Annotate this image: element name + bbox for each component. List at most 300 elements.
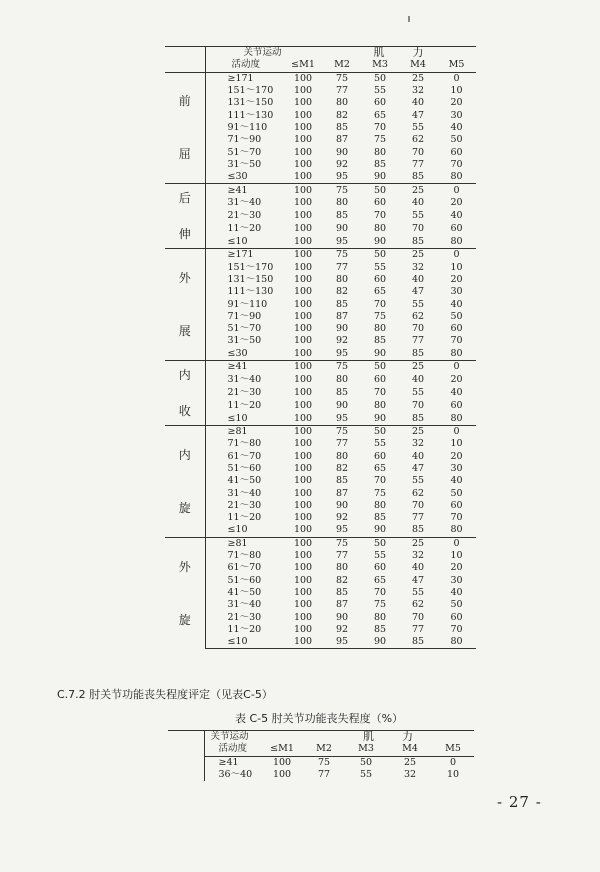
value-cell: 77 <box>335 438 349 450</box>
value-cell: 75 <box>373 599 387 611</box>
range-cell: 131～150 <box>227 97 274 109</box>
value-cell: 90 <box>373 524 387 536</box>
value-cell: 77 <box>411 158 425 170</box>
value-cell: 65 <box>373 462 387 474</box>
value-cell: 80 <box>373 146 387 158</box>
value-cell: 100 <box>293 412 313 424</box>
value-cell: 100 <box>293 121 313 133</box>
table-row <box>165 122 476 134</box>
value-cell: 75 <box>323 360 361 373</box>
range-cell: 11～20 <box>227 399 262 411</box>
value-cell: 55 <box>411 298 425 310</box>
value-cell: 85 <box>335 586 349 598</box>
motion-group-char: 内 <box>178 447 191 462</box>
value-cell: 70 <box>450 335 463 347</box>
value-cell: 0 <box>437 537 476 550</box>
value-cell: 85 <box>411 412 425 424</box>
range-cell: ≤10 <box>227 524 248 536</box>
value-cell: 100 <box>293 223 313 235</box>
table-row <box>165 134 476 146</box>
value-cell: 95 <box>335 347 349 359</box>
value-cell: 55 <box>411 210 425 222</box>
value-cell: 70 <box>373 121 387 133</box>
value-cell: 85 <box>411 235 425 247</box>
value-cell: 55 <box>411 386 425 398</box>
table-row <box>165 223 476 236</box>
value-cell: 65 <box>373 286 387 298</box>
value-cell: 30 <box>450 286 463 298</box>
value-cell: 55 <box>411 121 425 133</box>
range-cell: 151～170 <box>227 85 274 97</box>
table-row <box>165 298 476 310</box>
value-cell: 100 <box>293 197 313 209</box>
range-cell: 71～80 <box>227 550 262 562</box>
header-muscle-strength: 肌 力 <box>304 731 474 744</box>
value-cell: 85 <box>399 636 437 649</box>
value-cell: 50 <box>361 72 399 85</box>
table-row <box>165 562 476 574</box>
range-cell: ≤30 <box>227 347 248 359</box>
value-cell: 40 <box>450 210 463 222</box>
range-cell: ≥171 <box>205 72 283 85</box>
range-cell: 11～20 <box>227 512 262 524</box>
page-number: - 27 - <box>497 793 542 811</box>
value-cell: 90 <box>335 223 349 235</box>
value-cell: 85 <box>335 121 349 133</box>
table-row <box>165 451 476 463</box>
value-cell: 80 <box>450 524 463 536</box>
value-cell: 87 <box>335 599 349 611</box>
motion-group-char: 屈 <box>178 147 191 162</box>
value-cell: 85 <box>335 475 349 487</box>
value-cell: 100 <box>293 462 313 474</box>
table-row <box>165 636 476 649</box>
motion-group-char: 内 <box>178 367 191 382</box>
value-cell: 32 <box>411 261 425 273</box>
value-cell: 75 <box>373 134 387 146</box>
value-cell: 100 <box>293 235 313 247</box>
value-cell: 50 <box>361 360 399 373</box>
value-cell: 55 <box>411 475 425 487</box>
value-cell: 77 <box>335 85 349 97</box>
range-cell: 151～170 <box>227 261 274 273</box>
value-cell: 47 <box>411 286 425 298</box>
section-title: C.7.2 肘关节功能丧失程度评定（见表C-5） <box>57 688 273 701</box>
table-row <box>165 463 476 475</box>
value-cell: 50 <box>359 756 373 768</box>
value-cell: 100 <box>293 274 313 285</box>
value-cell: 60 <box>450 146 463 158</box>
value-cell: 80 <box>335 562 349 574</box>
value-cell: 100 <box>293 399 313 411</box>
value-cell: 100 <box>283 636 323 649</box>
value-cell: 100 <box>293 475 313 487</box>
header-level-m4: M4 <box>388 743 432 756</box>
value-cell: 47 <box>411 109 425 121</box>
value-cell: 47 <box>411 462 425 474</box>
value-cell: 85 <box>373 512 387 524</box>
value-cell: 60 <box>450 223 463 235</box>
value-cell: 87 <box>335 310 349 322</box>
value-cell: 25 <box>399 360 437 373</box>
value-cell: 80 <box>335 197 349 209</box>
value-cell: 90 <box>361 636 399 649</box>
table-caption: 表 C-5 肘关节功能丧失程度（%） <box>235 712 404 725</box>
table-row <box>165 72 476 85</box>
table-row <box>165 537 476 550</box>
value-cell: 90 <box>335 499 349 511</box>
value-cell: 25 <box>399 537 437 550</box>
table-row <box>165 97 476 109</box>
range-cell: 31～50 <box>227 335 262 347</box>
table-row <box>165 487 476 499</box>
value-cell: 70 <box>373 298 387 310</box>
value-cell: 95 <box>335 171 349 183</box>
value-cell: 90 <box>373 412 387 424</box>
value-cell: 60 <box>373 274 387 285</box>
value-cell: 80 <box>373 323 387 335</box>
range-cell: 51～70 <box>227 323 262 335</box>
table-row <box>168 756 474 769</box>
header-rom-line2: 活动度 <box>205 59 283 72</box>
value-cell: 85 <box>411 524 425 536</box>
range-cell: 41～50 <box>227 475 262 487</box>
header-corner-blank <box>168 731 204 782</box>
value-cell: 80 <box>373 611 387 623</box>
value-cell: 80 <box>373 223 387 235</box>
range-cell: 31～40 <box>227 599 262 611</box>
value-cell: 70 <box>450 623 463 635</box>
value-cell: 70 <box>373 475 387 487</box>
header-level-m2: M2 <box>323 59 361 72</box>
table-row <box>165 500 476 512</box>
table-row <box>165 475 476 487</box>
motion-group-char: 后 <box>178 191 191 206</box>
motion-group-char: 展 <box>178 324 191 339</box>
value-cell: 60 <box>373 197 387 209</box>
header-level-m2: M2 <box>304 743 344 756</box>
value-cell: 100 <box>293 524 313 536</box>
value-cell: 0 <box>449 756 457 768</box>
value-cell: 10 <box>450 261 463 273</box>
value-cell: 100 <box>293 261 313 273</box>
value-cell: 30 <box>450 574 463 586</box>
range-cell: 41～50 <box>227 586 262 598</box>
table-row <box>165 374 476 387</box>
value-cell: 20 <box>450 274 463 285</box>
table-row <box>165 335 476 347</box>
value-cell: 75 <box>373 310 387 322</box>
value-cell: 100 <box>293 438 313 450</box>
value-cell: 80 <box>450 412 463 424</box>
value-cell: 65 <box>373 109 387 121</box>
value-cell: 85 <box>335 210 349 222</box>
value-cell: 75 <box>317 756 331 768</box>
range-cell: 21～30 <box>227 386 262 398</box>
value-cell: 40 <box>411 450 425 462</box>
range-cell: 21～30 <box>227 210 262 222</box>
table-row <box>165 587 476 599</box>
value-cell: 60 <box>450 323 463 335</box>
value-cell: 80 <box>335 450 349 462</box>
value-cell: 32 <box>411 438 425 450</box>
motion-group-char: 外 <box>178 271 191 286</box>
value-cell: 80 <box>450 347 463 359</box>
motion-group-char: 外 <box>178 559 191 574</box>
value-cell: 70 <box>373 210 387 222</box>
range-cell: ≥81 <box>205 425 283 438</box>
value-cell: 100 <box>293 574 313 586</box>
range-cell: 11～20 <box>227 223 262 235</box>
value-cell: 62 <box>411 310 425 322</box>
value-cell: 75 <box>323 537 361 550</box>
value-cell: 55 <box>373 261 387 273</box>
range-cell: ≤10 <box>227 412 248 424</box>
range-cell: 11～20 <box>227 623 262 635</box>
table-row <box>165 109 476 121</box>
value-cell: 20 <box>450 197 463 209</box>
value-cell: 32 <box>411 85 425 97</box>
range-cell: ≤10 <box>227 235 248 247</box>
table-subheader-row <box>165 59 476 72</box>
table-row <box>165 286 476 298</box>
value-cell: 100 <box>283 537 323 550</box>
value-cell: 77 <box>335 550 349 562</box>
value-cell: 100 <box>293 550 313 562</box>
motion-group-label <box>165 360 205 425</box>
header-level-m4: M4 <box>399 59 437 72</box>
value-cell: 40 <box>411 374 425 386</box>
motion-group-label <box>165 425 205 537</box>
value-cell: 100 <box>293 146 313 158</box>
range-cell: 111～130 <box>227 286 274 298</box>
range-cell: ≥171 <box>205 249 283 262</box>
table-row <box>165 210 476 223</box>
value-cell: 77 <box>317 769 331 781</box>
range-cell: 21～30 <box>227 611 262 623</box>
value-cell: 82 <box>335 462 349 474</box>
value-cell: 100 <box>293 562 313 574</box>
value-cell: 100 <box>272 756 292 768</box>
value-cell: 100 <box>283 360 323 373</box>
value-cell: 87 <box>335 134 349 146</box>
value-cell: 100 <box>293 599 313 611</box>
table-row <box>165 438 476 450</box>
range-cell: 31～40 <box>227 197 262 209</box>
table-row <box>165 387 476 400</box>
value-cell: 40 <box>411 197 425 209</box>
header-level-m1: ≤M1 <box>283 59 323 72</box>
value-cell: 50 <box>361 537 399 550</box>
value-cell: 100 <box>293 298 313 310</box>
value-cell: 100 <box>293 210 313 222</box>
value-cell: 62 <box>411 599 425 611</box>
table-row <box>165 311 476 323</box>
table-row <box>165 611 476 623</box>
value-cell: 90 <box>373 347 387 359</box>
value-cell: 40 <box>450 586 463 598</box>
range-cell: 71～90 <box>227 134 262 146</box>
value-cell: 70 <box>411 146 425 158</box>
value-cell: 55 <box>359 769 373 781</box>
value-cell: 80 <box>373 399 387 411</box>
value-cell: 100 <box>293 109 313 121</box>
range-cell: ≥41 <box>205 184 283 197</box>
value-cell: 70 <box>411 223 425 235</box>
value-cell: 100 <box>272 769 292 781</box>
range-cell: ≥81 <box>205 537 283 550</box>
value-cell: 82 <box>335 574 349 586</box>
value-cell: 40 <box>411 97 425 109</box>
value-cell: 60 <box>450 499 463 511</box>
value-cell: 0 <box>437 184 476 197</box>
table-row <box>165 624 476 636</box>
value-cell: 25 <box>399 72 437 85</box>
value-cell: 100 <box>293 499 313 511</box>
value-cell: 77 <box>335 261 349 273</box>
table-row <box>165 262 476 274</box>
value-cell: 20 <box>450 562 463 574</box>
value-cell: 40 <box>411 562 425 574</box>
table-row <box>165 323 476 335</box>
value-cell: 82 <box>335 109 349 121</box>
value-cell: 0 <box>437 360 476 373</box>
table-row <box>165 159 476 171</box>
range-cell: ≥41 <box>205 360 283 373</box>
value-cell: 85 <box>373 158 387 170</box>
value-cell: 30 <box>450 462 463 474</box>
value-cell: 90 <box>335 323 349 335</box>
value-cell: 100 <box>293 386 313 398</box>
value-cell: 85 <box>373 335 387 347</box>
table-row <box>165 524 476 537</box>
value-cell: 100 <box>293 97 313 109</box>
value-cell: 25 <box>403 756 417 768</box>
range-cell: 51～60 <box>227 574 262 586</box>
value-cell: 100 <box>293 85 313 97</box>
value-cell: 90 <box>373 171 387 183</box>
value-cell: 75 <box>323 72 361 85</box>
value-cell: 85 <box>335 386 349 398</box>
value-cell: 80 <box>373 499 387 511</box>
shoulder-function-loss-table <box>165 46 476 649</box>
header-level-m3: M3 <box>361 59 399 72</box>
value-cell: 100 <box>293 158 313 170</box>
header-level-m5: M5 <box>437 59 476 72</box>
motion-group-label <box>165 537 205 649</box>
value-cell: 80 <box>335 97 349 109</box>
value-cell: 75 <box>323 249 361 262</box>
value-cell: 70 <box>373 586 387 598</box>
value-cell: 77 <box>411 512 425 524</box>
value-cell: 77 <box>411 335 425 347</box>
motion-group-label <box>165 249 205 361</box>
table-row <box>165 512 476 524</box>
value-cell: 30 <box>450 109 463 121</box>
scan-mark <box>408 16 410 22</box>
value-cell: 50 <box>450 310 463 322</box>
value-cell: 10 <box>450 85 463 97</box>
value-cell: 80 <box>437 636 476 649</box>
value-cell: 90 <box>335 399 349 411</box>
table-row <box>165 575 476 587</box>
table-row <box>165 171 476 184</box>
table-row <box>165 235 476 248</box>
value-cell: 47 <box>411 574 425 586</box>
table-row <box>165 146 476 158</box>
motion-group-char: 收 <box>178 403 191 418</box>
value-cell: 50 <box>450 599 463 611</box>
value-cell: 100 <box>293 374 313 386</box>
value-cell: 40 <box>450 475 463 487</box>
header-corner-blank <box>165 47 205 73</box>
value-cell: 82 <box>335 286 349 298</box>
value-cell: 32 <box>403 769 417 781</box>
value-cell: 0 <box>437 72 476 85</box>
motion-group-char: 旋 <box>178 612 191 627</box>
value-cell: 100 <box>293 586 313 598</box>
range-cell: 51～60 <box>227 462 262 474</box>
value-cell: 60 <box>450 611 463 623</box>
value-cell: 100 <box>293 611 313 623</box>
value-cell: 100 <box>283 72 323 85</box>
table-row <box>165 348 476 361</box>
value-cell: 100 <box>293 134 313 146</box>
value-cell: 40 <box>450 298 463 310</box>
value-cell: 10 <box>450 550 463 562</box>
value-cell: 80 <box>335 374 349 386</box>
value-cell: 80 <box>335 274 349 285</box>
value-cell: 100 <box>293 323 313 335</box>
table-row <box>165 599 476 611</box>
value-cell: 25 <box>399 425 437 438</box>
range-cell: 91～110 <box>227 121 268 133</box>
value-cell: 85 <box>335 298 349 310</box>
header-muscle-strength: 肌 力 <box>323 47 476 60</box>
value-cell: 100 <box>283 425 323 438</box>
header-level-m5: M5 <box>432 743 474 756</box>
value-cell: 87 <box>335 487 349 499</box>
value-cell: 100 <box>293 310 313 322</box>
value-cell: 20 <box>450 374 463 386</box>
value-cell: 100 <box>293 335 313 347</box>
value-cell: 85 <box>373 623 387 635</box>
value-cell: 20 <box>450 450 463 462</box>
value-cell: 65 <box>373 574 387 586</box>
value-cell: 75 <box>323 184 361 197</box>
motion-group-char: 前 <box>178 94 191 109</box>
table-row <box>165 274 476 286</box>
value-cell: 95 <box>335 412 349 424</box>
value-cell: 100 <box>293 512 313 524</box>
range-cell: 111～130 <box>227 109 274 121</box>
motion-group-char: 伸 <box>178 227 191 242</box>
table-subheader-row <box>168 743 474 756</box>
value-cell: 70 <box>411 499 425 511</box>
value-cell: 80 <box>450 171 463 183</box>
value-cell: 60 <box>373 562 387 574</box>
value-cell: 92 <box>335 623 349 635</box>
value-cell: 90 <box>373 235 387 247</box>
value-cell: 95 <box>323 636 361 649</box>
motion-group-label <box>165 72 205 184</box>
value-cell: 70 <box>411 323 425 335</box>
value-cell: 32 <box>411 550 425 562</box>
table-row <box>168 769 474 781</box>
table-row <box>165 550 476 562</box>
table-row <box>165 249 476 262</box>
table-row <box>165 399 476 412</box>
